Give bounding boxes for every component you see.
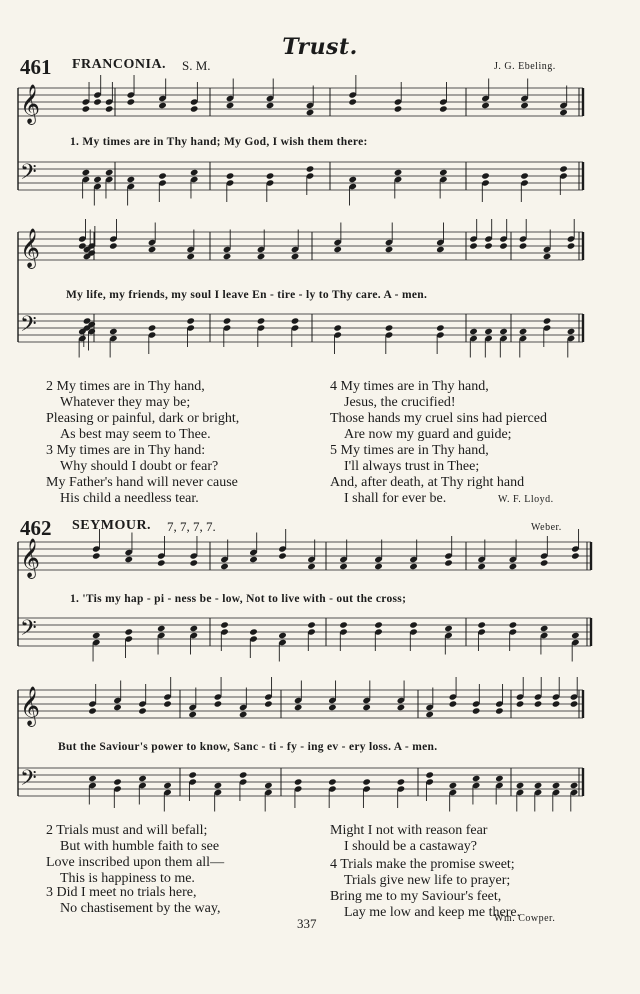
note-head [495, 707, 504, 714]
note-head [239, 771, 248, 778]
bass-clef: 𝄢 [20, 160, 37, 190]
note-head [425, 771, 434, 778]
note-head [291, 253, 300, 260]
treble-clef: 𝄞 [20, 686, 41, 726]
note-head [397, 704, 406, 711]
treble-clef: 𝄞 [20, 84, 41, 124]
note-head [339, 563, 348, 570]
note-head [157, 625, 166, 632]
note-head [214, 782, 223, 789]
note-head [472, 707, 481, 714]
note-head [534, 782, 543, 789]
note-head [214, 700, 223, 707]
note-head [397, 778, 406, 785]
verse: 5 My times are in Thy hand, I'll always trust in Thee; And, after death, at Thy right hand I shall for ever be. [330, 443, 525, 506]
note-head [93, 176, 102, 183]
note-head [436, 324, 445, 331]
note-head [138, 775, 147, 782]
note-head [394, 105, 403, 112]
note-head [328, 778, 337, 785]
note-head [477, 563, 486, 570]
verse: 3 My times are in Thy hand: Why should I doubt or fear? My Father's hand will never cause His child a needless tear. [46, 443, 238, 506]
note-head [92, 632, 101, 639]
note-head [509, 563, 518, 570]
note-head [291, 317, 300, 324]
note-head [113, 704, 122, 711]
tune-name: SEYMOUR. [72, 518, 152, 533]
treble-clef: 𝄞 [20, 228, 41, 268]
note-head [520, 172, 529, 179]
note-head [294, 704, 303, 711]
note-head [306, 165, 315, 172]
note-head [127, 98, 136, 105]
note-head [362, 778, 371, 785]
lyric-line: 1. 'Tis my hap - pi - ness be - low, Not to live with - out the cross; [70, 593, 407, 605]
note-head [444, 625, 453, 632]
note-head [257, 253, 266, 260]
note-head [226, 172, 235, 179]
note-head [571, 552, 580, 559]
note-head [469, 242, 478, 249]
note-head [385, 246, 394, 253]
note-head [333, 246, 342, 253]
composer: Weber. [531, 522, 562, 533]
note-head [105, 105, 114, 112]
note-head [484, 328, 493, 335]
note-head [223, 317, 232, 324]
note-head [220, 621, 229, 628]
note-head [186, 317, 195, 324]
note-head [105, 169, 114, 176]
note-head [93, 98, 102, 105]
note-head [157, 559, 166, 566]
bass-clef: 𝄢 [20, 766, 37, 796]
composer: J. G. Ebeling. [494, 61, 556, 72]
note-head [88, 775, 97, 782]
note-head [385, 324, 394, 331]
note-head [516, 782, 525, 789]
note-head [113, 778, 122, 785]
note-head [239, 711, 248, 718]
note-head [348, 98, 357, 105]
bass-clef: 𝄢 [20, 312, 37, 342]
note-head [220, 563, 229, 570]
note-head [543, 253, 552, 260]
verse: Might I not with reason fear I should be a castaway? [330, 823, 488, 854]
note-head [249, 556, 258, 563]
note-head [163, 700, 172, 707]
note-head [534, 700, 543, 707]
note-head [374, 563, 383, 570]
tune-name: FRANCONIA. [72, 57, 167, 72]
note-head [226, 102, 235, 109]
note-head [425, 711, 434, 718]
note-head [552, 700, 561, 707]
page-title: Trust. [282, 34, 358, 60]
note-head [499, 242, 508, 249]
note-head [82, 169, 91, 176]
note-head [266, 172, 275, 179]
note-head [481, 172, 490, 179]
note-head [520, 102, 529, 109]
note-head [306, 109, 315, 116]
note-head [109, 328, 118, 335]
verse: 4 My times are in Thy hand, Jesus, the crucified! Those hands my cruel sins had pierced Are now my guard and guide; [330, 379, 547, 442]
note-head [571, 632, 580, 639]
note-head [188, 771, 197, 778]
note-head [223, 253, 232, 260]
note-head [484, 242, 493, 249]
note-head [92, 552, 101, 559]
note-head [124, 628, 133, 635]
lyric-line: My life, my friends, my soul I leave En - tire - ly to Thy care. A - men. [66, 289, 428, 301]
treble-clef: 𝄞 [20, 538, 41, 578]
author: Wm. Cowper. [494, 913, 556, 924]
note-head [436, 246, 445, 253]
note-head [163, 782, 172, 789]
note-head [158, 172, 167, 179]
note-head [362, 704, 371, 711]
note-head [158, 102, 167, 109]
note-head [148, 246, 157, 253]
note-head [559, 165, 568, 172]
hymn-number: 461 [20, 55, 52, 79]
note-head [186, 253, 195, 260]
note-head [333, 324, 342, 331]
note-head [138, 707, 147, 714]
note-head [543, 317, 552, 324]
note-head [477, 621, 486, 628]
page-number: 337 [297, 916, 317, 931]
note-head [481, 102, 490, 109]
note-head [449, 782, 458, 789]
note-head [409, 621, 418, 628]
note-head [394, 169, 403, 176]
note-head [469, 328, 478, 335]
note-head [516, 700, 525, 707]
note-head [439, 105, 448, 112]
note-head [88, 707, 97, 714]
note-head [148, 324, 157, 331]
note-head [189, 625, 198, 632]
note-head [449, 700, 458, 707]
note-head [559, 109, 568, 116]
note-head [519, 328, 528, 335]
note-head [257, 317, 266, 324]
note-head [266, 102, 275, 109]
bass-clef: 𝄢 [20, 616, 37, 646]
note-head [264, 782, 273, 789]
note-head [249, 628, 258, 635]
lyric-line: But the Saviour's power to know, Sanc - ti - fy - ing ev - ery loss. A - men. [58, 741, 438, 753]
note-head [124, 556, 133, 563]
note-head [409, 563, 418, 570]
note-head [567, 242, 576, 249]
note-head [190, 105, 199, 112]
note-head [472, 775, 481, 782]
note-head [339, 621, 348, 628]
note-head [499, 328, 508, 335]
note-head [444, 559, 453, 566]
note-head [570, 782, 579, 789]
note-head [278, 552, 287, 559]
verse: 2 My times are in Thy hand, Whatever they may be; Pleasing or painful, dark or bright, As best may seem to Thee. [46, 379, 240, 442]
note-head [570, 700, 579, 707]
note-head [540, 559, 549, 566]
note-head [294, 778, 303, 785]
verse: 4 Trials make the promise sweet; Trials give new life to prayer; Bring me to my Saviour's feet, Lay me low and keep me there. [330, 857, 521, 920]
hymn-number: 462 [20, 516, 52, 540]
note-head [519, 242, 528, 249]
note-head [328, 704, 337, 711]
verse: 2 Trials must and will befall; But with humble faith to see Love inscribed upon them all— This is happiness to me. [46, 823, 225, 886]
meter: S. M. [182, 58, 211, 73]
note-head [82, 105, 91, 112]
note-head [509, 621, 518, 628]
note-head [127, 176, 136, 183]
meter: 7, 7, 7, 7. [167, 519, 216, 534]
note-head [109, 242, 118, 249]
note-head [189, 559, 198, 566]
note-head [439, 169, 448, 176]
note-head [190, 169, 199, 176]
note-head [552, 782, 561, 789]
note-head [495, 775, 504, 782]
note-head [567, 328, 576, 335]
note-head [264, 700, 273, 707]
note-head [188, 711, 197, 718]
note-head [540, 625, 549, 632]
verse: 3 Did I meet no trials here, No chastisement by the way, [46, 885, 221, 916]
note-head [348, 176, 357, 183]
author: W. F. Lloyd. [498, 494, 554, 505]
lyric-line: 1. My times are in Thy hand; My God, I wish them there: [70, 136, 368, 148]
note-head [307, 621, 316, 628]
note-head [374, 621, 383, 628]
note-head [278, 632, 287, 639]
note-head [307, 563, 316, 570]
